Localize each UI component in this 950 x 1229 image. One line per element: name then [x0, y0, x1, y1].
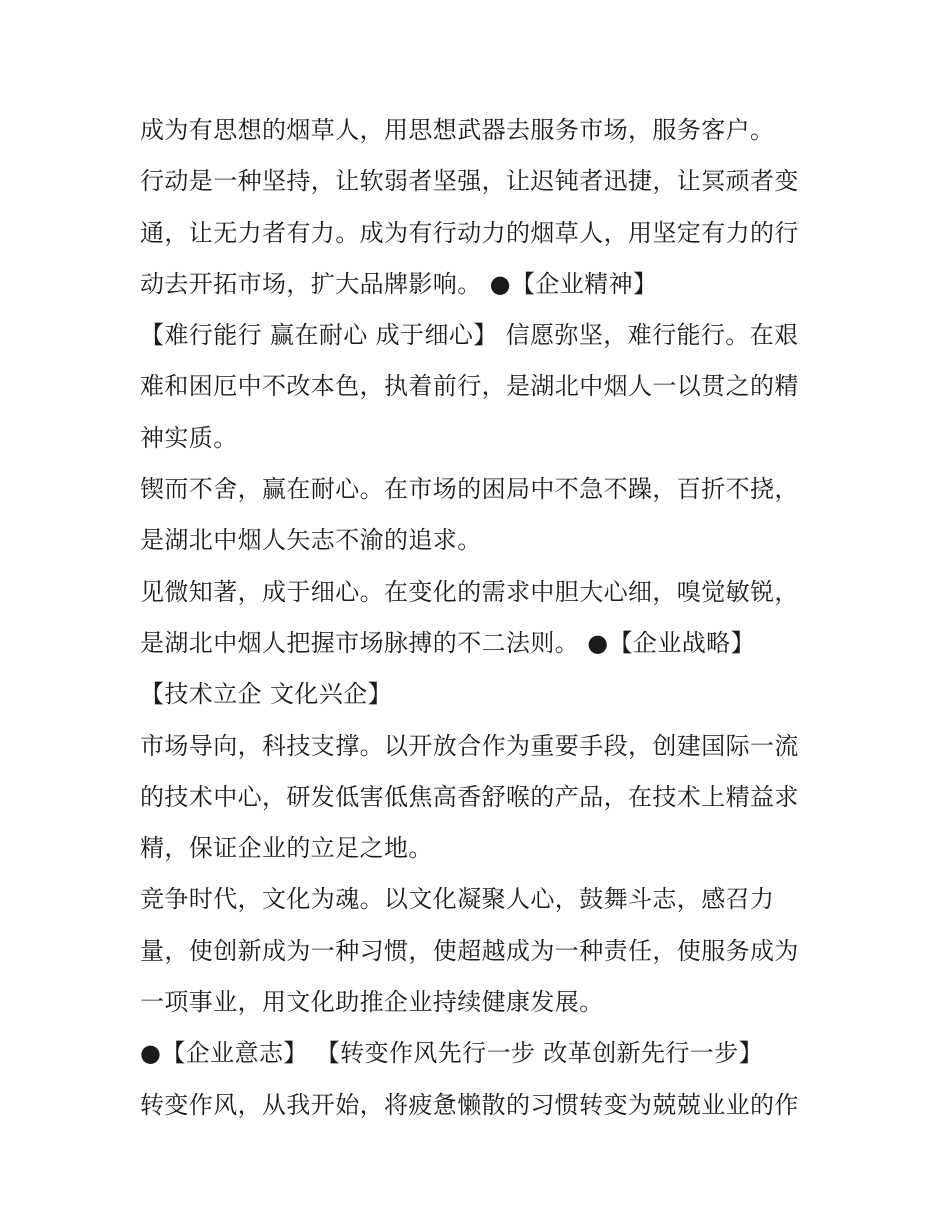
text-line: 行动是一种坚持，让软弱者坚强，让迟钝者迅捷，让冥顽者变 — [140, 167, 799, 196]
text-line: 竞争时代，文化为魂。以文化凝聚人心，鼓舞斗志，感召力 — [140, 885, 775, 914]
text-line: 转变作风，从我开始，将疲惫懒散的习惯转变为兢兢业业的作 — [140, 1090, 799, 1119]
document-body — [140, 105, 820, 1131]
text-line: 市场导向，科技支撑。以开放合作为重要手段，创建国际一流 — [140, 731, 799, 760]
text-line: 成为有思想的烟草人，用思想武器去服务市场，服务客户。 — [140, 116, 775, 144]
text-line: 【技术立企 文化兴企】 — [140, 680, 393, 709]
text-line: ●【企业意志】 【转变作风先行一步 改革创新先行一步】 — [140, 1039, 763, 1068]
text-line: 神实质。 — [140, 423, 238, 452]
text-line: 是湖北中烟人把握市场脉搏的不二法则。 ●【企业战略】 — [140, 628, 755, 657]
text-line: 是湖北中烟人矢志不渝的追求。 — [140, 526, 482, 555]
text-line: 量，使创新成为一种习惯，使超越成为一种责任，使服务成为 — [140, 936, 799, 965]
text-line: 的技术中心，研发低害低焦高香舒喉的产品，在技术上精益求 — [140, 782, 799, 811]
text-line: 通，让无力者有力。成为有行动力的烟草人，用坚定有力的行 — [140, 218, 799, 247]
text-line: 锲而不舍，赢在耐心。在市场的困局中不急不躁，百折不挠， — [140, 475, 799, 504]
text-line: 【难行能行 赢在耐心 成于细心】 信愿弥坚，难行能行。在艰 — [140, 321, 799, 350]
text-line: 精，保证企业的立足之地。 — [140, 834, 433, 863]
text-line: 动去开拓市场，扩大品牌影响。 ●【企业精神】 — [140, 269, 658, 298]
text-line: 见微知著，成于细心。在变化的需求中胆大心细，嗅觉敏锐， — [140, 577, 799, 606]
text-line: 难和困厄中不改本色，执着前行，是湖北中烟人一以贯之的精 — [140, 372, 799, 401]
text-line: 一项事业，用文化助推企业持续健康发展。 — [140, 988, 604, 1017]
